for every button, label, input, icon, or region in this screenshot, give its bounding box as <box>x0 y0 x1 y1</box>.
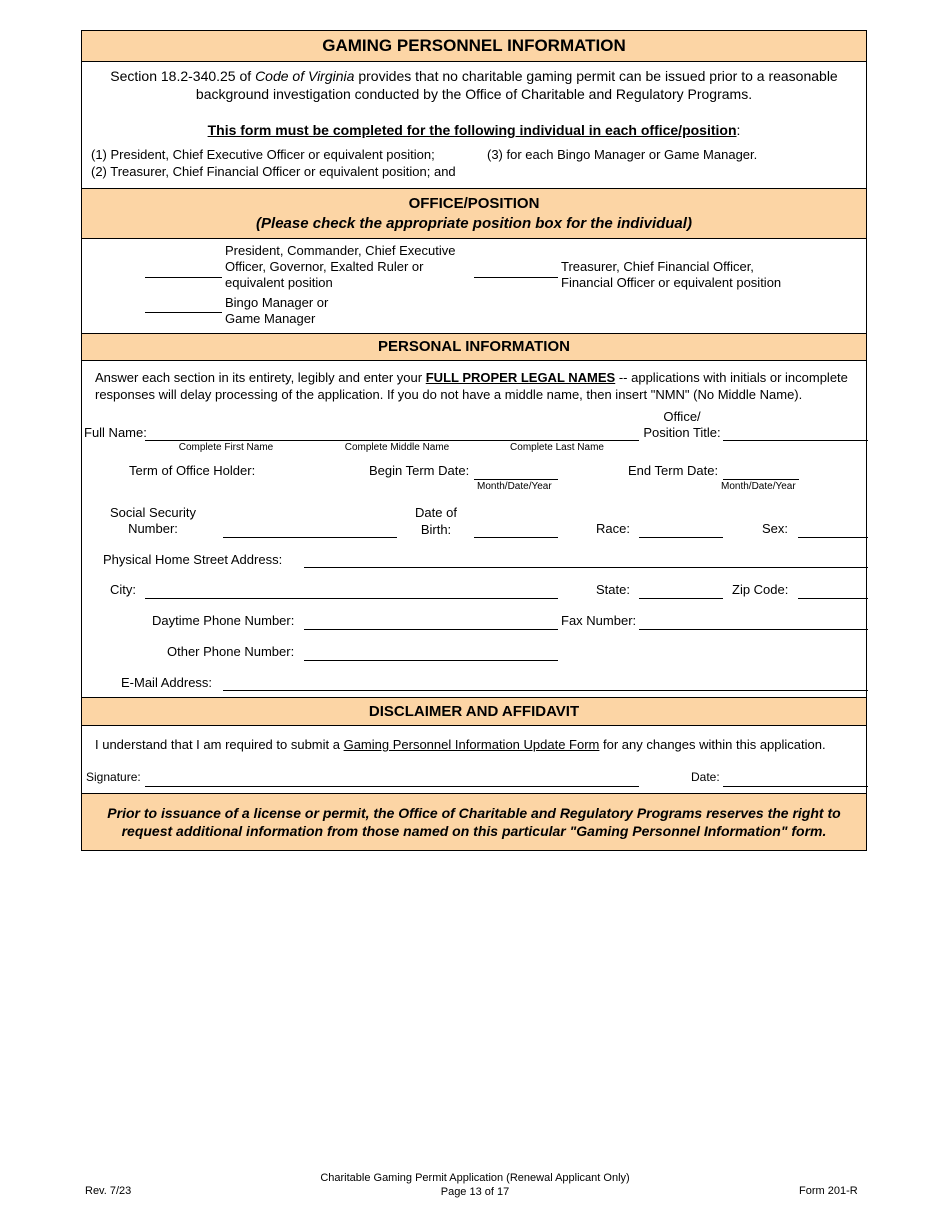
intro-statement: Section 18.2-340.25 of Code of Virginia provides that no charitable gaming permit can be issued prior to a reasonable <box>110 68 838 84</box>
fax-field[interactable] <box>639 629 868 630</box>
position-item-1: (1) President, Chief Executive Officer or equivalent position; <box>91 147 435 162</box>
president-checkbox[interactable] <box>145 277 222 278</box>
fax-label: Fax Number: <box>561 613 637 628</box>
begin-term-field[interactable] <box>474 479 558 480</box>
daytime-phone-label: Daytime Phone Number: <box>152 613 295 628</box>
ssn-label: Social Security Number: <box>110 505 196 536</box>
treasurer-checkbox[interactable] <box>474 277 558 278</box>
address-label: Physical Home Street Address: <box>103 552 283 567</box>
email-field[interactable] <box>223 690 868 691</box>
ssn-field[interactable] <box>223 537 397 538</box>
form-number: Form 201-R <box>799 1185 858 1197</box>
sex-field[interactable] <box>798 537 868 538</box>
position-item-2: (2) Treasurer, Chief Financial Officer or equivalent position; and <box>91 164 456 179</box>
end-term-caption: Month/Date/Year <box>721 481 796 492</box>
position-item-3: (3) for each Bingo Manager or Game Manager. <box>487 147 758 162</box>
race-field[interactable] <box>639 537 723 538</box>
signature-label: Signature: <box>86 770 141 784</box>
state-field[interactable] <box>639 598 723 599</box>
other-phone-label: Other Phone Number: <box>167 644 295 659</box>
office-title-label: Office/ Position Title: <box>643 409 721 440</box>
city-label: City: <box>110 582 136 597</box>
date-label: Date: <box>691 770 720 784</box>
first-name-caption: Complete First Name <box>178 442 274 453</box>
end-term-field[interactable] <box>723 479 799 480</box>
revision-label: Rev. 7/23 <box>85 1185 132 1197</box>
page-number: Page 13 of 17 <box>440 1186 510 1198</box>
full-name-field[interactable] <box>145 440 639 441</box>
office-title-field[interactable] <box>723 440 868 441</box>
treasurer-label: Treasurer, Chief Financial Officer, Financial Officer or equivalent position <box>561 259 782 290</box>
sex-label: Sex: <box>762 521 789 536</box>
race-label: Race: <box>596 521 630 536</box>
other-phone-field[interactable] <box>304 660 558 661</box>
term-holder-label: Term of Office Holder: <box>129 463 256 478</box>
gaming-personnel-form <box>81 30 867 851</box>
intro-statement-line2: background investigation conducted by the Office of Charitable and Regulatory Programs. <box>195 86 753 102</box>
personal-instructions-line2: responses will delay processing of the application. If you do not have a middle name, then insert "NMN" (No Middle Name). <box>95 387 803 402</box>
begin-term-caption: Month/Date/Year <box>477 481 552 492</box>
personal-instructions: Answer each section in its entirety, legibly and enter your FULL PROPER LEGAL NAMES -- applications with initials or incomplete <box>95 370 848 385</box>
state-label: State: <box>596 582 630 597</box>
email-label: E-Mail Address: <box>121 675 213 690</box>
zip-field[interactable] <box>798 598 868 599</box>
end-term-label: End Term Date: <box>628 463 719 478</box>
dob-label: Date of Birth: <box>415 505 457 537</box>
disclaimer-header: DISCLAIMER AND AFFIDAVIT <box>82 697 866 726</box>
update-form-link[interactable]: Gaming Personnel Information Update Form <box>343 737 600 752</box>
city-field[interactable] <box>145 598 558 599</box>
notice-box: Prior to issuance of a license or permit, the Office of Charitable and Regulatory Programs reserves the right to request additional information from those named on this particular "Gaming Personnel Information" form. <box>82 793 866 850</box>
disclaimer-statement: I understand that I am required to submit a Gaming Personnel Information Update Form for any changes within this application. <box>95 737 826 752</box>
office-position-header: OFFICE/POSITION (Please check the appropriate position box for the individual) <box>82 188 866 239</box>
bingo-manager-label: Bingo Manager or Game Manager <box>225 295 329 326</box>
president-label: President, Commander, Chief Executive Officer, Governor, Exalted Ruler or equivalent position <box>225 243 456 290</box>
daytime-phone-field[interactable] <box>304 629 558 630</box>
form-title: GAMING PERSONNEL INFORMATION <box>82 30 866 62</box>
last-name-caption: Complete Last Name <box>510 442 604 453</box>
must-complete-heading: This form must be completed for the following individual in each office/position: <box>207 122 741 138</box>
full-name-label: Full Name: <box>84 425 147 440</box>
footer-center: Charitable Gaming Permit Application (Renewal Applicant Only) Page 13 of 17 <box>250 1171 700 1199</box>
dob-field[interactable] <box>474 537 558 538</box>
begin-term-label: Begin Term Date: <box>369 463 470 478</box>
signature-field[interactable] <box>145 786 639 787</box>
zip-label: Zip Code: <box>732 582 789 597</box>
middle-name-caption: Complete Middle Name <box>344 442 450 453</box>
date-field[interactable] <box>723 786 868 787</box>
address-field[interactable] <box>304 567 868 568</box>
bingo-manager-checkbox[interactable] <box>145 312 222 313</box>
personal-information-header: PERSONAL INFORMATION <box>82 333 866 361</box>
